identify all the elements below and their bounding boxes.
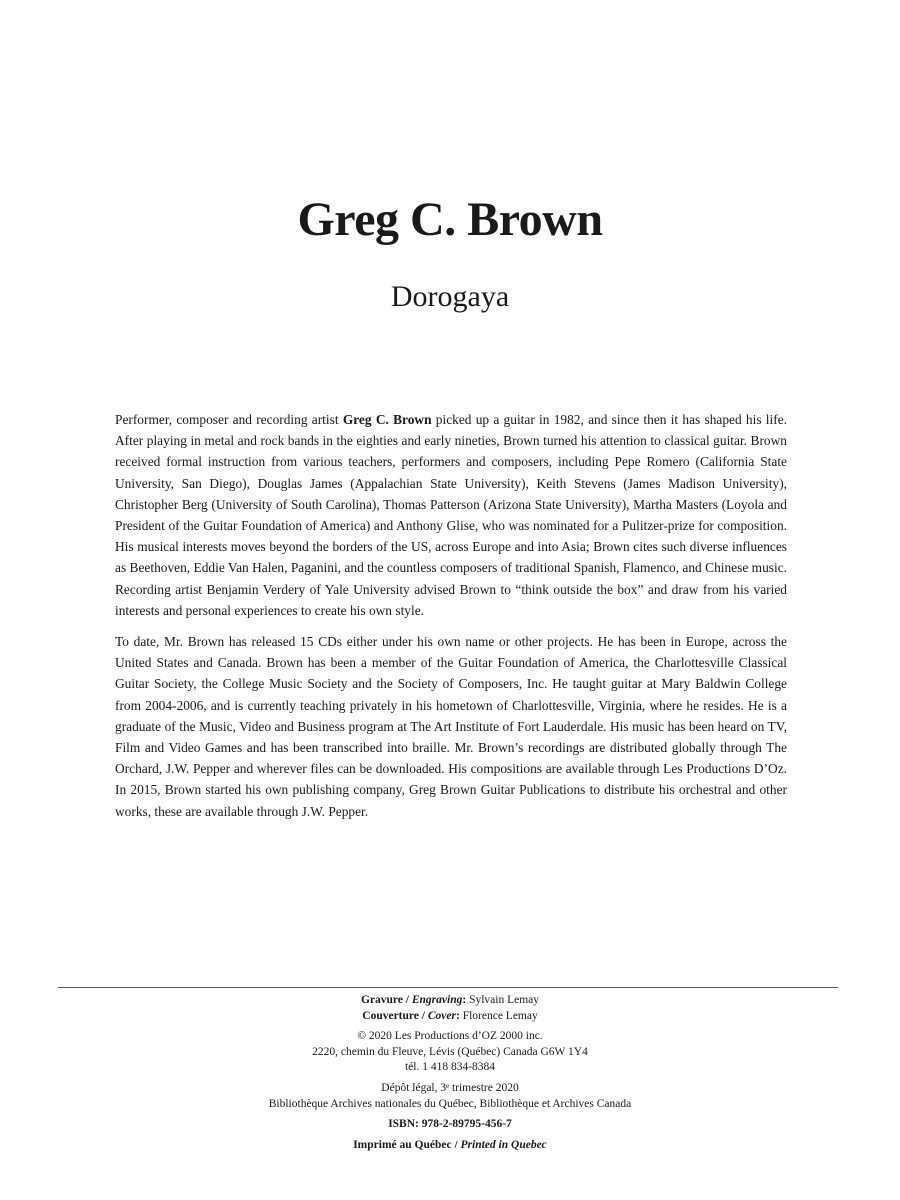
piece-title: Dorogaya	[390, 280, 510, 313]
publication-credits	[0, 993, 900, 1153]
publisher-address: 2220, chemin du Fleuve, Lévis (Québec) Canada G6W 1Y4	[312, 1045, 588, 1058]
cover-credit: Couverture / Cover: Florence Lemay	[362, 1009, 538, 1022]
footer-divider	[58, 987, 838, 988]
bio-paragraph-1	[115, 409, 787, 621]
library-archives: Bibliothèque Archives nationales du Québec, Bibliothèque et Archives Canada	[268, 1097, 632, 1110]
isbn: ISBN: 978-2-89795-456-7	[388, 1118, 512, 1131]
legal-deposit: Dépôt légal, 3ᵉ trimestre 2020	[381, 1081, 519, 1094]
biography	[115, 409, 787, 822]
publisher-phone: tél. 1 418 834-8384	[404, 1061, 496, 1074]
engraving-credit: Gravure / Engraving: Sylvain Lemay	[360, 994, 540, 1006]
bio-paragraph-2: To date, Mr. Brown has released 15 CDs either under his own name or other projects. He has been in Europe, across the United States and Canada. Brown has been a member of the Guitar Foundation of America, the Charlottesville Classical Guitar Society, the College Music Society and the Society of Composers, Inc. He taught guitar at Mary Baldwin College from 2004-2006, and is currently teaching privately in his hometown of Charlottesville, Virginia, where he resides. He is a graduate of the Music, Video and Business program at The Art Institute of Fort Lauderdale. His music has been heard on TV, Film and Video Games and has been transcribed into braille. Mr. Brown’s recordings are distributed globally through The Orchard, J.W. Pepper and wherever files can be downloaded. His compositions are available through Les Productions D’Oz. In 2015, Brown started his own publishing company, Greg Brown Guitar Publications to distribute his orchestral and other works, these are available through J.W. Pepper.	[115, 634, 787, 819]
bio-body-text: picked up a guitar in 1982, and since then it has shaped his life. After playing in metal and rock bands in the eighties and early nineties, Brown turned his attention to classical guitar. Brown received formal instruction from various teachers, performers and composers, including Pepe Romero (California State University, San Diego), Douglas James (Appalachian State University), Keith Stevens (James Madison University), Christopher Berg (University of South Carolina), Thomas Patterson (Arizona State University), Martha Masters (Loyola and President of the Guitar Foundation of America) and Anthony Glise, who was nominated for a Pulitzer-prize for composition. His musical interests moves beyond the borders of the US, across Europe and into Asia; Brown cites such diverse influences as Beethoven, Eddie Van Halen, Paganini, and the countless composers of traditional Spanish, Flamenco, and Chinese music. Recording artist Benjamin Verdery of Yale University advised Brown to “think outside the box” and draw from his varied interests and personal experiences to create his own style.	[115, 412, 787, 618]
bio-lead-text: Performer, composer and recording artist	[115, 412, 343, 427]
printed-in: Imprimé au Québec / Printed in Quebec	[353, 1138, 547, 1151]
copyright: © 2020 Les Productions d’OZ 2000 inc.	[357, 1030, 543, 1043]
bio-artist-name: Greg C. Brown	[342, 412, 432, 427]
page-title: Greg C. Brown	[297, 193, 603, 246]
